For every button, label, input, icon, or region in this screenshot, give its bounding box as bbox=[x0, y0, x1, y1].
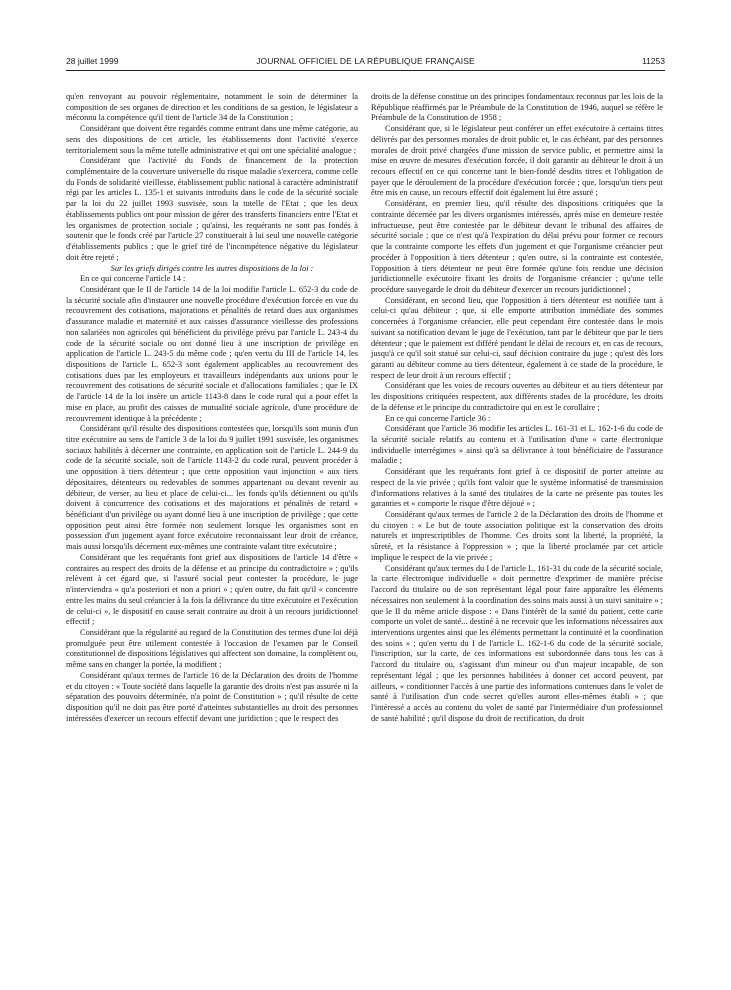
header-rule bbox=[66, 70, 665, 71]
paragraph: En ce qui concerne l'article 14 : bbox=[80, 274, 186, 284]
paragraph: Considérant que les requérants font grief à ce dispositif de porter atteinte au respect de la vie privée ; qu'ils font valoir que le système informatisé de transmission d'informations relatives à la santé des titulaires de la carte ne présente pas toutes les garanties et « comporte le risque d'être déjoué » ; bbox=[371, 467, 663, 509]
paragraph: Considérant que le II de l'article 14 de la loi modifie l'article L. 652-3 du code de la sécurité sociale afin d'instaurer une nouvelle procédure d'exécution forcée en vue du recouvrement des cotisations, majorations et pénalités de retard dues aux organismes d'assurance maladie et maternité et aux caisses d'assurance vieillesse des professions non salariées non agricoles qui bénéficient du privilège prévu par l'article L. 243-4 du code de la sécurité sociale ou ont donné lieu à une inscription de privilège en application de l'article L. 243-5 du même code ; qu'en vertu du III de l'article 14, les dispositions de l'article L. 652-3 sont également applicables au recouvrement des cotisations dues par les employeurs et travailleurs indépendants aux unions pour le recouvrement des cotisations de sécurité sociale et d'allocations familiales ; que le IX de l'article 14 de la loi insère un article 1143-8 dans le code rural qui a pour effet la mise en place, au profit des caisses de mutualité sociale agricole, d'une procédure de recouvrement identique à la précédente ; bbox=[66, 284, 358, 423]
paragraph: Sur les griefs dirigés contre les autres dispositions de la loi : bbox=[110, 263, 314, 273]
paragraph: Considérant qu'aux termes du I de l'article L. 161-31 du code de la sécurité sociale, la carte électronique individuelle « doit permettre d'exprimer de manière précise l'accord du titulaire ou de son représentant légal pour faire apparaître les éléments nécessaires non seulement à la coordination des soins mais aussi à un suivi sanitaire » ; que le II du même article dispose : « Dans l'intérêt de la santé du patient, cette carte comporte un volet de santé... destiné à ne recevoir que les informations nécessaires aux interventions urgentes ainsi que les éléments permettant la continuité et la coordination des soins » ; qu'en vertu du I de l'article L. 162-1-6 du code de la sécurité sociale, l'inscription, sur la carte, de ces informations est subordonnée dans tous les cas à l'accord du titulaire ou, s'agissant d'un mineur ou d'un majeur incapable, de son représentant légal ; que les personnes habilitées à donner cet accord peuvent, par ailleurs, « conditionner l'accès à une partie des informations contenues dans le volet de santé à l'utilisation d'un code secret qu'elles auront elles-mêmes établi » ; que l'intéressé a accès au contenu du volet de santé par l'intermédiaire d'un professionnel de santé habilité ; qu'il dispose du droit de rectification, du droit bbox=[371, 563, 663, 723]
header-date: 28 juillet 1999 bbox=[66, 56, 119, 66]
paragraph: Considérant que doivent être regardés comme entrant dans une même catégorie, au sens des dispositions de cet article, les établissements dont l'activité s'exerce territorialement sous la même tutelle administrative et qui ont une spécialité analogue ; bbox=[66, 124, 358, 155]
paragraph: Considérant que l'activité du Fonds de financement de la protection complémentaire de la couverture universelle du risque maladie s'exercera, comme celle du Fonds de solidarité vieillesse, établissement public national à caractère administratif régi par les articles L. 135-1 et suivants introduits dans le code de la sécurité sociale par la loi du 22 juillet 1993 susvisée, sous la tutelle de l'Etat ; que les deux établissements publics ont pour mission de gérer des transferts financiers entre l'Etat et les organismes de protection sociale ; qu'ainsi, les requérants ne sont pas fondés à soutenir que le fonds créé par l'article 27 constituerait à lui seul une nouvelle catégorie d'établissements publics ; que le grief tiré de l'incompétence négative du législateur doit être rejeté ; bbox=[66, 156, 358, 262]
header-title: JOURNAL OFFICIEL DE LA RÉPUBLIQUE FRANÇAISE bbox=[256, 56, 475, 66]
paragraph: Considérant que l'article 36 modifie les articles L. 161-31 et L. 162-1-6 du code de la sécurité sociale relatifs au contenu et à l'utilisation d'une « carte électronique individuelle interrégimes » ainsi qu'à sa délivrance à tout bénéficiaire de l'assurance maladie ; bbox=[371, 424, 663, 466]
paragraph: Considérant, en premier lieu, qu'il résulte des dispositions critiquées que la contrainte décernée par les divers organismes intéressés, après mise en demeure restée infructueuse, peut être contestée par le débiteur devant le tribunal des affaires de sécurité sociale ; que ce n'est qu'à l'expiration du délai prévu pour former ce recours que la contrainte comporte les effets d'un jugement et que l'organisme créancier peut procéder à l'opposition à tiers détenteur ; qu'en outre, si la contrainte est contestée, l'opposition à tiers détenteur ne peut être formée qu'une fois rendue une décision juridictionnelle exécutoire fixant les droits de l'organisme créancier ; qu'une telle procédure sauvegarde le droit du débiteur d'exercer un recours juridictionnel ; bbox=[371, 199, 663, 294]
paragraph: Considérant qu'aux termes de l'article 16 de la Déclaration des droits de l'homme et du citoyen : « Toute société dans laquelle la garantie des droits n'est pas assurée ni la séparation des pouvoirs déterminée, n'a point de Constitution » ; qu'il résulte de cette disposition qu'il ne doit pas être porté d'atteintes substantielles au droit des personnes intéressées d'exercer un recours effectif devant une juridiction ; que le respect des bbox=[66, 670, 358, 723]
paragraph: Considérant que les voies de recours ouvertes au débiteur et au tiers détenteur par les dispositions critiquées respectent, aux différents stades de la procédure, les droits de la défense et le principe du contradictoire qui en est le corollaire ; bbox=[371, 381, 663, 412]
paragraph: Considérant que, si le législateur peut conférer un effet exécutoire à certains titres délivrés par des personnes morales de droit public et, le cas échéant, par des personnes morales de droit privé chargées d'une mission de service public, et permettre ainsi la mise en œuvre de mesures d'exécution forcée, il doit garantir au débiteur le droit à un recours effectif en ce qui concerne tant le bien-fondé desdits titres et l'obligation de payer que le déroulement de la procédure d'exécution forcée ; que, lorsqu'un tiers peut être mis en cause, un recours effectif doit également lui être assuré ; bbox=[371, 124, 663, 198]
paragraph: Considérant que les requérants font grief aux dispositions de l'article 14 d'être « contraires au respect des droits de la défense et au principe du contradictoire » ; qu'ils relèvent à cet égard que, si l'assuré social peut contester la procédure, le juge n'interviendra « qu'a posteriori et non a priori » ; qu'en outre, du fait qu'il « concentre entre les mains du seul créancier à la fois la délivrance du titre exécutoire et l'exécution de celui-ci », le dispositif en cause serait contraire au droit à un recours juridictionnel effectif ; bbox=[66, 552, 358, 627]
header-page-number: 11253 bbox=[641, 56, 665, 66]
paragraph: Considérant qu'il résulte des dispositions contestées que, lorsqu'ils sont munis d'un titre exécutoire au sens de l'article 3 de la loi du 9 juillet 1991 susvisée, les organismes sociaux habilités à décerner une contrainte, en application soit de l'article L. 244-9 du code de la sécurité sociale, soit de l'article 1143-2 du code rural, peuvent procéder à une opposition à tiers détenteur ; que cette opposition vaut injonction « aux tiers dépositaires, détenteurs ou redevables de sommes appartenant ou devant revenir au débiteur, de verser, au lieu et place de celui-ci... les fonds qu'ils détiennent ou qu'ils doivent à concurrence des cotisations et des majorations et pénalités de retard » bénéficiant d'un privilège ou ayant donné lieu à une inscription de privilège ; que cette opposition peut ainsi être formée non seulement lorsque les organismes sont en possession d'un jugement ayant force exécutoire reconnaissant leur droit de créance, mais aussi lorsqu'ils décernent eux-mêmes une contrainte valant titre exécutoire ; bbox=[66, 424, 358, 552]
page-header bbox=[66, 56, 665, 70]
paragraph: droits de la défense constitue un des principes fondamentaux reconnus par les lois de la République réaffirmés par le Préambule de la Constitution de 1946, auquel se réfère le Préambule de la Constitution de 1958 ; bbox=[371, 92, 663, 123]
paragraph: Considérant que la régularité au regard de la Constitution des termes d'une loi déjà promulguée peut être utilement contestée à l'occasion de l'examen par le Conseil constitutionnel de dispositions législatives qui affectent son domaine, la complètent ou, même sans en changer la portée, la modifient ; bbox=[66, 627, 358, 670]
left-column bbox=[66, 92, 358, 724]
right-column bbox=[371, 92, 663, 724]
paragraph: qu'en renvoyant au pouvoir réglementaire, notamment le soin de déterminer la composition de ses organes de direction et les conditions de sa gestion, le législateur a méconnu la compétence qu'il tient de l'article 34 de la Constitution ; bbox=[66, 92, 358, 123]
paragraph: Considérant, en second lieu, que l'opposition à tiers détenteur est notifiée tant à celui-ci qu'au débiteur ; que, si elle emporte attribution immédiate des sommes concernées à l'organisme créancier, elle peut cependant être contestée dans le mois suivant sa notification devant le juge de l'exécution, tant par le débiteur que par le tiers détenteur ; que le paiement est différé pendant le délai de recours et, en cas de recours, jusqu'à ce qu'il soit statué sur celui-ci, sauf décision contraire du juge ; qu'est dès lors garanti au débiteur comme au tiers détenteur, également à ce stade de la procédure, le respect de leur droit à un recours effectif ; bbox=[371, 295, 663, 380]
paragraph: Considérant qu'aux termes de l'article 2 de la Déclaration des droits de l'homme et du citoyen : « Le but de toute association politique est la conservation des droits naturels et imprescriptibles de l'homme. Ces droits sont la liberté, la propriété, la sûreté, et la résistance à l'oppression » ; que la liberté proclamée par cet article implique le respect de la vie privée ; bbox=[371, 510, 663, 562]
paragraph: En ce qui concerne l'article 36 : bbox=[385, 413, 491, 423]
